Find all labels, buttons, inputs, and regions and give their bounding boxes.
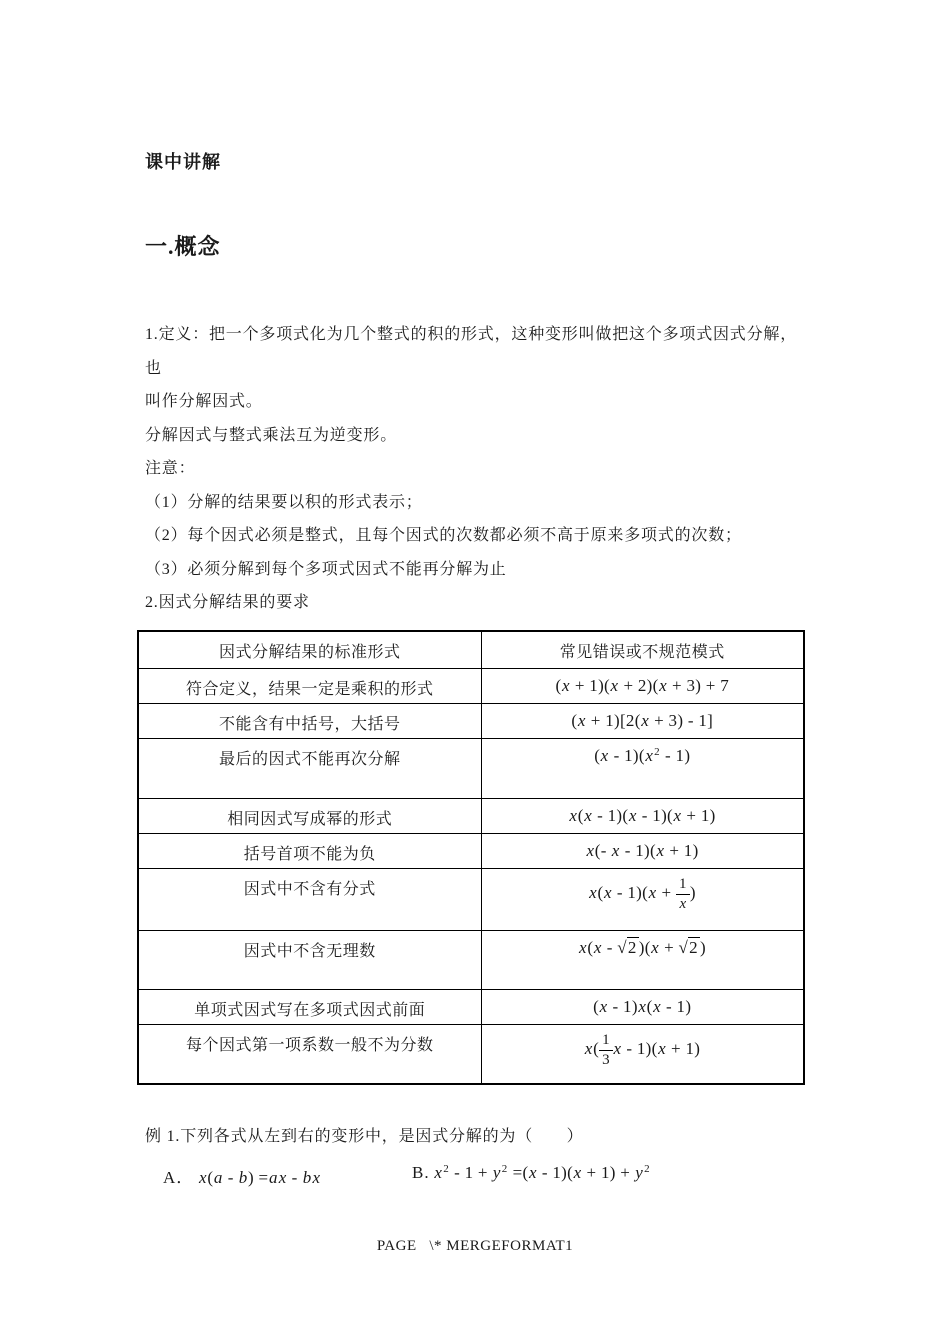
table-row [138, 1024, 804, 1084]
paragraph-line: （2）每个因式必须是整式，且每个因式的次数都必须不高于原来多项式的次数； [145, 527, 742, 544]
standard-form-cell: 符合定义，结果一定是乘积的形式 [138, 668, 481, 703]
table-row [138, 930, 804, 989]
answer-options [0, 1163, 950, 1209]
paragraph-line: 2.因式分解结果的要求 [145, 594, 310, 611]
standard-form-cell: 因式中不含有分式 [138, 868, 481, 930]
option-b-label: B. [412, 1163, 430, 1182]
error-example-cell [481, 833, 804, 868]
error-example-cell [481, 989, 804, 1024]
error-example-cell [481, 930, 804, 989]
table-header-row [138, 631, 804, 668]
standard-form-cell: 不能含有中括号，大括号 [138, 703, 481, 738]
option-a-label: A． [163, 1168, 195, 1187]
error-example-cell [481, 668, 804, 703]
math-formula: (x + 1)[2(x + 3) - 1] [571, 710, 714, 730]
error-example-cell [481, 868, 804, 930]
standard-form-cell: 每个因式第一项系数一般不为分数 [138, 1024, 481, 1084]
standard-form-cell: 最后的因式不能再次分解 [138, 738, 481, 798]
table-row [138, 738, 804, 798]
standard-form-cell: 因式中不含无理数 [138, 930, 481, 989]
page-number-field: PAGE \* MERGEFORMAT1 [376, 1238, 574, 1254]
table-header [138, 631, 804, 668]
example-question: 例 1.下列各式从左到右的变形中，是因式分解的为（ ） [145, 1128, 584, 1145]
standard-form-cell: 相同因式写成幂的形式 [138, 798, 481, 833]
common-error-header: 常见错误或不规范模式 [481, 631, 804, 668]
sqrt-expression: √2 [678, 937, 698, 957]
table-row [138, 798, 804, 833]
option-a-formula: x(a - b) =ax - bx [199, 1168, 321, 1187]
error-example-cell [481, 738, 804, 798]
table-row [138, 868, 804, 930]
table-body [138, 668, 804, 1084]
paragraph-line: （3）必须分解到每个多项式因式不能再分解为止 [145, 560, 507, 578]
option-b [412, 1163, 650, 1183]
math-formula: x( $\frac{1}{3}$ x - 1)(x + 1) [584, 1031, 701, 1068]
paragraph-line: 分解因式与整式乘法互为逆变形。 [145, 426, 398, 444]
table-row [138, 668, 804, 703]
math-formula: (x - 1)x(x - 1) [593, 996, 692, 1016]
paragraph-line: 也 [145, 359, 162, 377]
table-row [138, 989, 804, 1024]
standard-form-cell: 括号首项不能为负 [138, 833, 481, 868]
error-example-cell [481, 703, 804, 738]
math-formula: $(x - 1)(x^2 - 1)$ [594, 745, 691, 765]
math-formula: (x + 1)(x + 2)(x + 3) + 7 [555, 675, 730, 695]
math-formula: x(x - 1)(x - 1)(x + 1) [569, 805, 716, 825]
option-b-formula: $x^2 - 1 + y^2 =(x - 1)(x + 1) + y^2$ [434, 1163, 650, 1182]
definition-paragraph [145, 318, 835, 620]
fraction: $\frac{1}{x}$ [676, 876, 690, 913]
standard-form-cell: 单项式因式写在多项式因式前面 [138, 989, 481, 1024]
standard-form-header: 因式分解结果的标准形式 [138, 631, 481, 668]
doc-title: 课中讲解 [145, 152, 221, 172]
table-row [138, 833, 804, 868]
math-formula: x(- x - 1)(x + 1) [586, 840, 699, 860]
paragraph-line: 叫作分解因式。 [145, 393, 263, 410]
paragraph-line: （1）分解的结果要以积的形式表示； [145, 493, 423, 511]
table-row [138, 703, 804, 738]
fraction: $\frac{1}{3}$ [599, 1032, 613, 1069]
math-formula: x(x - 1)(x + $\frac{1}{x}$ ) [589, 875, 696, 912]
factorization-table [137, 630, 805, 1085]
option-a [163, 1163, 321, 1188]
section-heading: 一.概念 [145, 234, 221, 259]
sqrt-expression: √2 [617, 937, 637, 957]
paragraph-line: 1.定义：把一个多项式化为几个整式的积的形式，这种变形叫做把这个多项式因式分解， [145, 326, 798, 343]
error-example-cell [481, 798, 804, 833]
math-formula: x(x - √2 )(x + √2 ) [579, 937, 706, 957]
paragraph-line: 注意： [145, 460, 196, 477]
error-example-cell [481, 1024, 804, 1084]
